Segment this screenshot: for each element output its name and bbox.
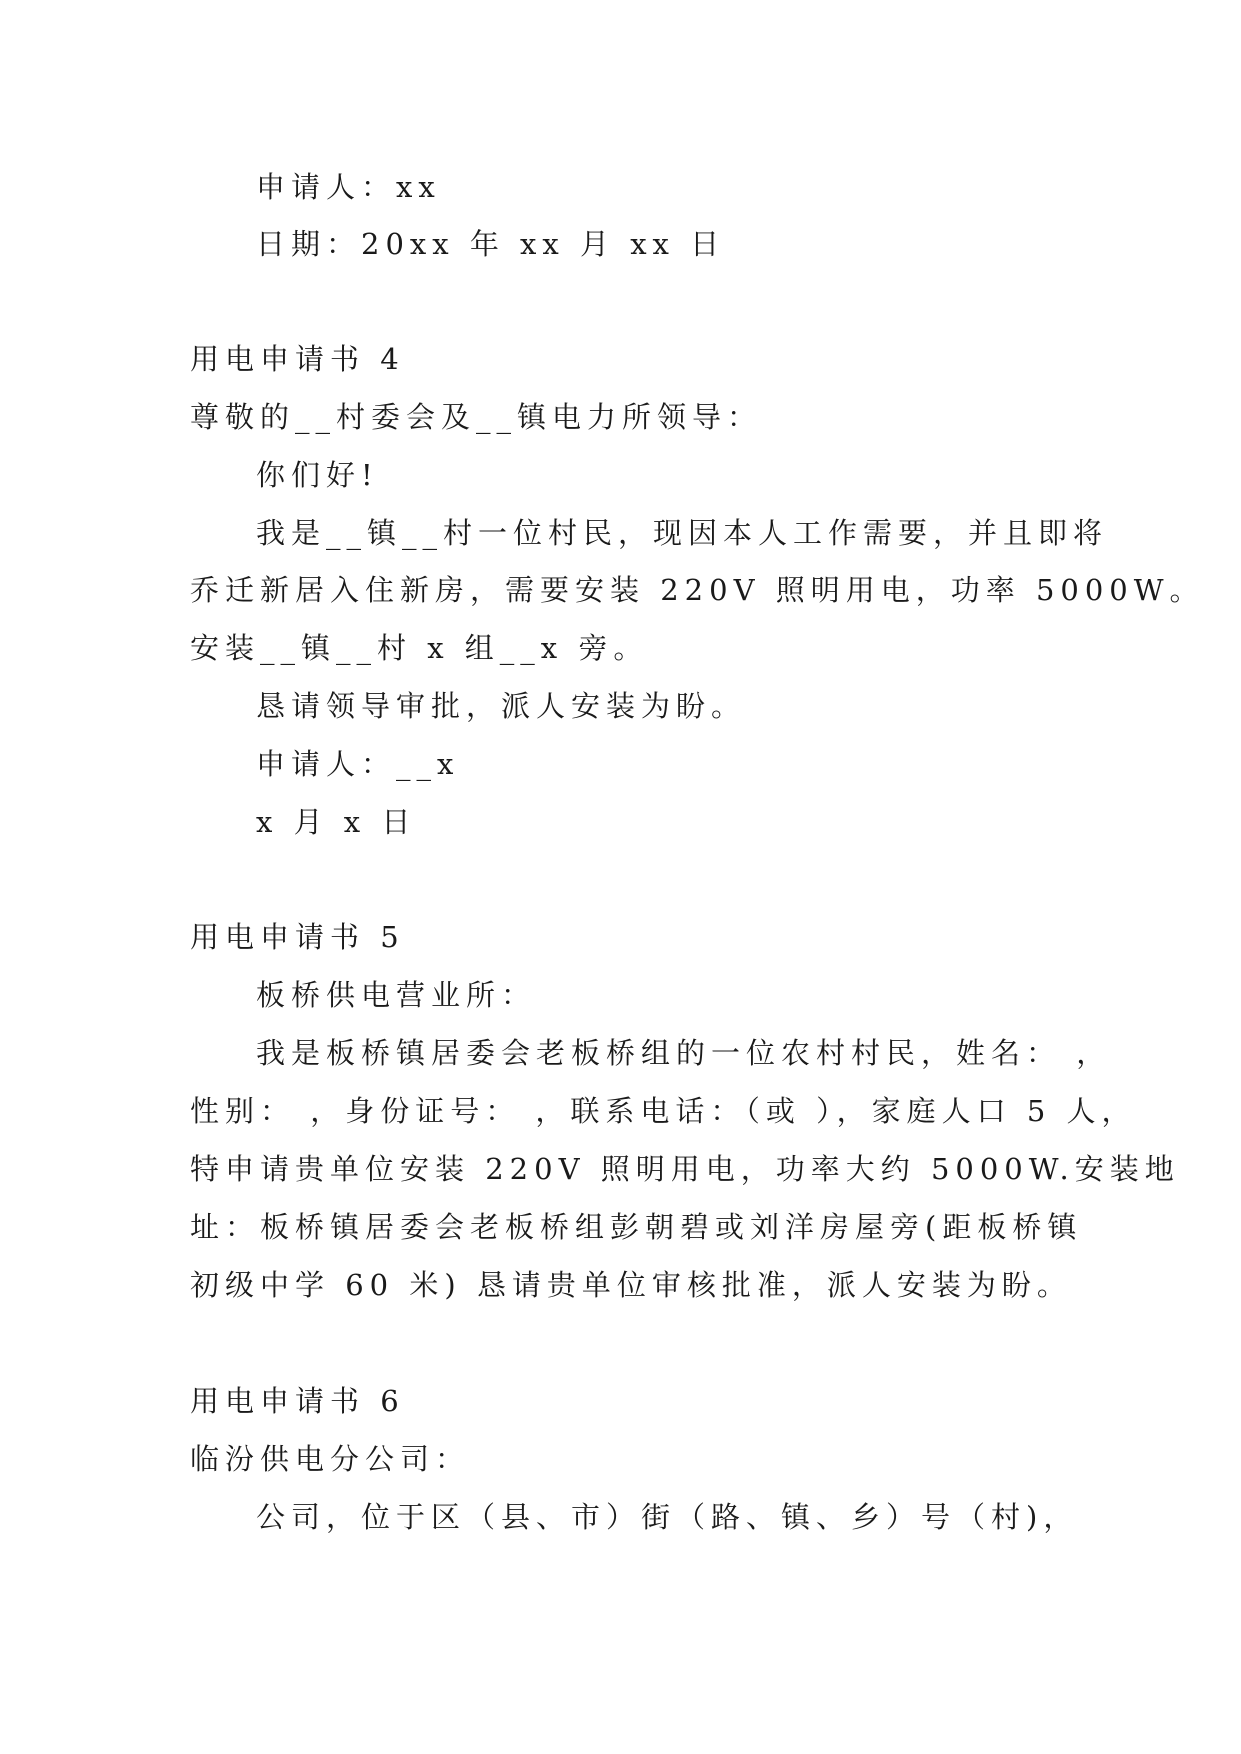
paragraph-line: 初级中学 60 米) 恳请贵单位审核批准，派人安装为盼。 [190, 1268, 1072, 1302]
paragraph-line: 公司，位于区（县、市）街（路、镇、乡）号（村)， [256, 1500, 1079, 1534]
applicant-line: 申请人：__x [256, 747, 460, 781]
date-line: 日期：20xx 年 xx 月 xx 日 [256, 227, 726, 261]
paragraph-line: 乔迁新居入住新房，需要安装 220V 照明用电，功率 5000W。 [190, 573, 1205, 607]
paragraph-line: 特申请贵单位安装 220V 照明用电，功率大约 5000W.安装地 [190, 1152, 1180, 1186]
greeting-4: 你们好! [256, 458, 379, 492]
paragraph-line: 址：板桥镇居委会老板桥组彭朝碧或刘洋房屋旁(距板桥镇 [190, 1210, 1083, 1244]
salutation-6: 临汾供电分公司： [190, 1442, 471, 1476]
applicant-line: 申请人：xx [256, 170, 441, 204]
date-line: x 月 x 日 [256, 805, 417, 839]
salutation-4: 尊敬的__村委会及__镇电力所领导： [190, 400, 763, 434]
paragraph-line: 安装__镇__村 x 组__x 旁。 [190, 631, 649, 665]
request-line: 恳请领导审批，派人安装为盼。 [256, 689, 747, 723]
paragraph-line: 性别： ，身份证号： ，联系电话：（或 ），家庭人口 5 人， [190, 1094, 1137, 1128]
paragraph-line: 我是板桥镇居委会老板桥组的一位农村村民，姓名： ， [256, 1036, 1112, 1070]
section-title-5: 用电申请书 5 [190, 920, 405, 954]
salutation-5: 板桥供电营业所： [256, 978, 537, 1012]
paragraph-line: 我是__镇__村一位村民，现因本人工作需要，并且即将 [256, 516, 1109, 550]
section-title-6: 用电申请书 6 [190, 1384, 405, 1418]
section-title-4: 用电申请书 4 [190, 342, 405, 376]
